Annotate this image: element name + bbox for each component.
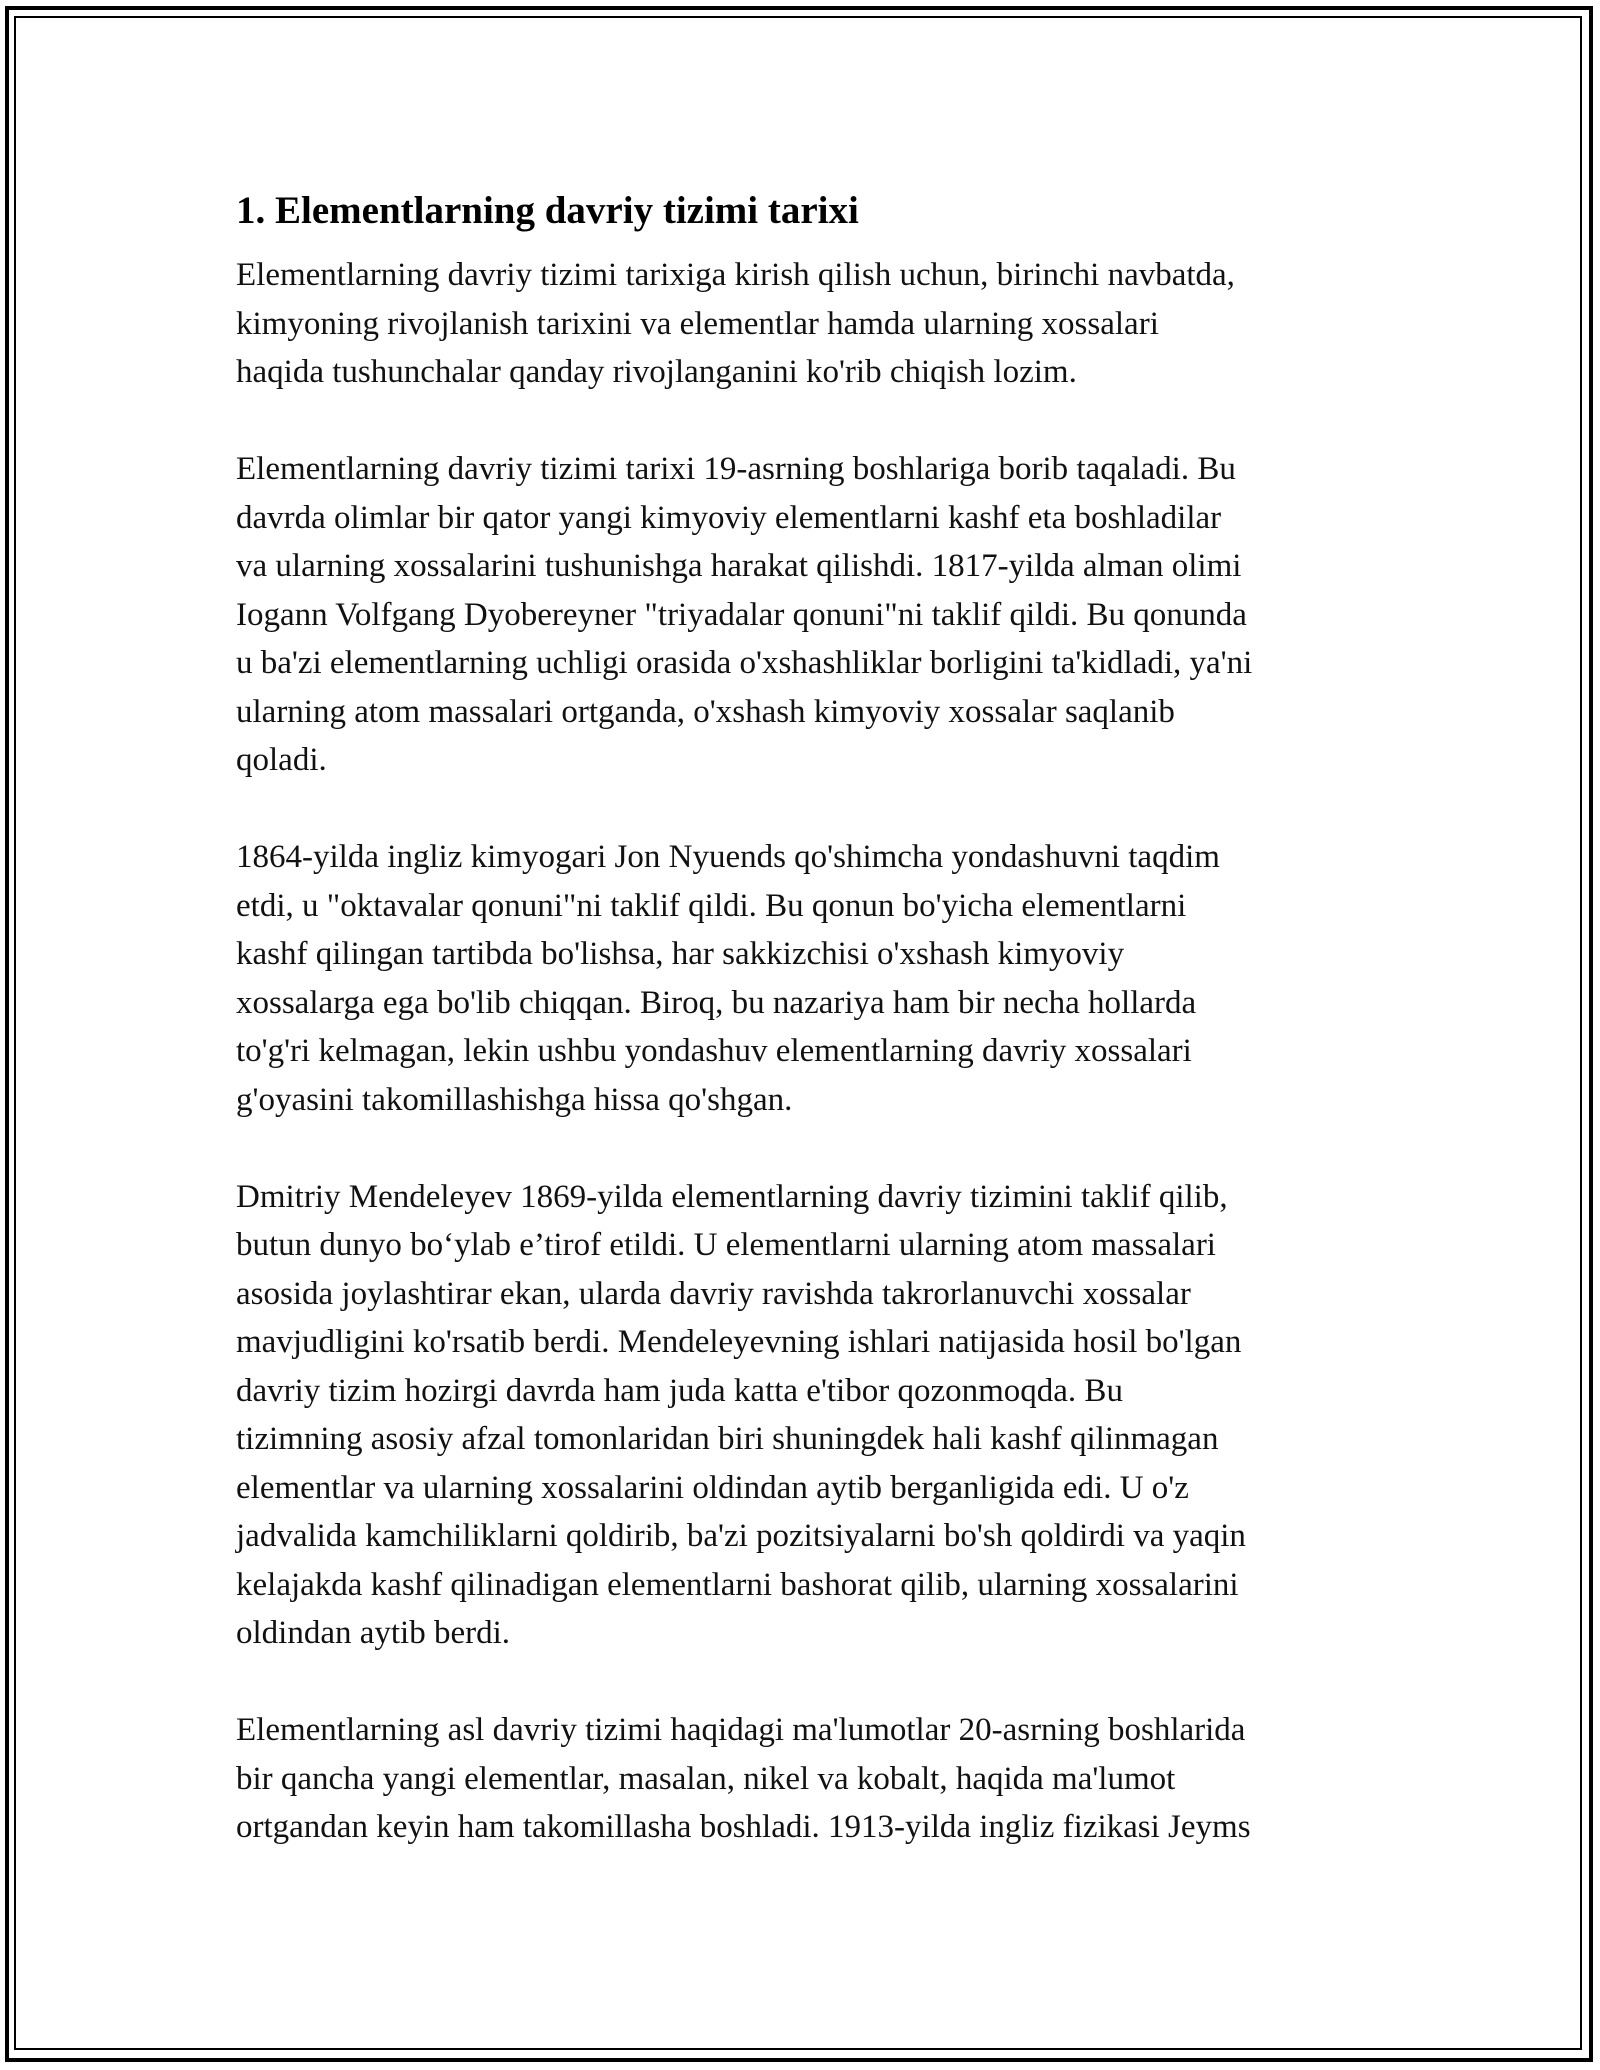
- text-line: Elementlarning davriy tizimi tarixiga kirish qilish uchun, birinchi navbatda,: [236, 257, 1235, 293]
- text-line: davriy tizim hozirgi davrda ham juda katta e'tibor qozonmoqda. Bu: [236, 1372, 1123, 1409]
- paragraph-3: [236, 833, 1366, 1124]
- text-line: oldindan aytib berdi.: [236, 1615, 511, 1651]
- text-line: jadvalida kamchiliklarni qoldirib, ba'zi pozitsiyalarni bo'sh qoldirdi va yaqin: [236, 1518, 1246, 1554]
- text-line: kelajakda kashf qilinadigan elementlarni bashorat qilib, ularning xossalarini: [236, 1566, 1239, 1603]
- section-heading: 1. Elementlarning davriy tizimi tarixi: [236, 189, 859, 232]
- text-line: xossalarga ega bo'lib chiqqan. Biroq, bu nazariya ham bir necha hollarda: [236, 984, 1197, 1021]
- document-body: [236, 185, 1366, 1900]
- text-line: qoladi.: [236, 742, 327, 778]
- text-line: to'g'ri kelmagan, lekin ushbu yondashuv elementlarning davriy xossalari: [236, 1033, 1192, 1069]
- text-line: davrda olimlar bir qator yangi kimyoviy elementlarni kashf eta boshladilar: [236, 499, 1222, 536]
- text-line: 1864-yilda ingliz kimyogari Jon Nyuends qo'shimcha yondashuvni taqdim: [236, 839, 1220, 875]
- text-line: ularning atom massalari ortganda, o'xshash kimyoviy xossalar saqlanib: [236, 693, 1175, 730]
- text-line: kashf qilingan tartibda bo'lishsa, har sakkizchisi o'xshash kimyoviy: [236, 936, 1125, 972]
- text-line: g'oyasini takomillashishga hissa qo'shgan.: [236, 1081, 793, 1118]
- text-line: Dmitriy Mendeleyev 1869-yilda elementlarning davriy tizimini taklif qilib,: [236, 1178, 1228, 1215]
- paragraph-5: [236, 1706, 1366, 1852]
- text-line: bir qancha yangi elementlar, masalan, nikel va kobalt, haqida ma'lumot: [236, 1760, 1176, 1797]
- text-line: butun dunyo bo‘ylab e’tirof etildi. U elementlarni ularning atom massalari: [236, 1227, 1216, 1263]
- paragraph-1: [236, 251, 1366, 397]
- text-line: asosida joylashtirar ekan, ularda davriy ravishda takrorlanuvchi xossalar: [236, 1275, 1191, 1312]
- paragraph-4: [236, 1173, 1366, 1658]
- text-line: mavjudligini ko'rsatib berdi. Mendeleyevning ishlari natijasida hosil bo'lgan: [236, 1324, 1242, 1360]
- text-line: Elementlarning asl davriy tizimi haqidagi ma'lumotlar 20-asrning boshlarida: [236, 1712, 1246, 1748]
- text-line: Elementlarning davriy tizimi tarixi 19-asrning boshlariga borib taqaladi. Bu: [236, 451, 1236, 487]
- paragraph-2: [236, 445, 1366, 785]
- text-line: Iogann Volfgang Dyobereyner "triyadalar qonuni"ni taklif qildi. Bu qonunda: [236, 596, 1247, 633]
- text-line: etdi, u "oktavalar qonuni"ni taklif qildi. Bu qonun bo'yicha elementlarni: [236, 887, 1187, 924]
- text-line: elementlar va ularning xossalarini oldindan aytib berganligida edi. U o'z: [236, 1469, 1189, 1506]
- text-line: kimyoning rivojlanish tarixini va elementlar hamda ularning xossalari: [236, 305, 1159, 342]
- text-line: va ularning xossalarini tushunishga harakat qilishdi. 1817-yilda alman olimi: [236, 548, 1242, 584]
- text-line: u ba'zi elementlarning uchligi orasida o'xshashliklar borligini ta'kidladi, ya'ni: [236, 645, 1253, 681]
- text-line: haqida tushunchalar qanday rivojlanganini ko'rib chiqish lozim.: [236, 354, 1077, 390]
- text-line: tizimning asosiy afzal tomonlaridan biri shuningdek hali kashf qilinmagan: [236, 1421, 1219, 1457]
- text-line: ortgandan keyin ham takomillasha boshladi. 1913-yilda ingliz fizikasi Jeyms: [236, 1809, 1251, 1845]
